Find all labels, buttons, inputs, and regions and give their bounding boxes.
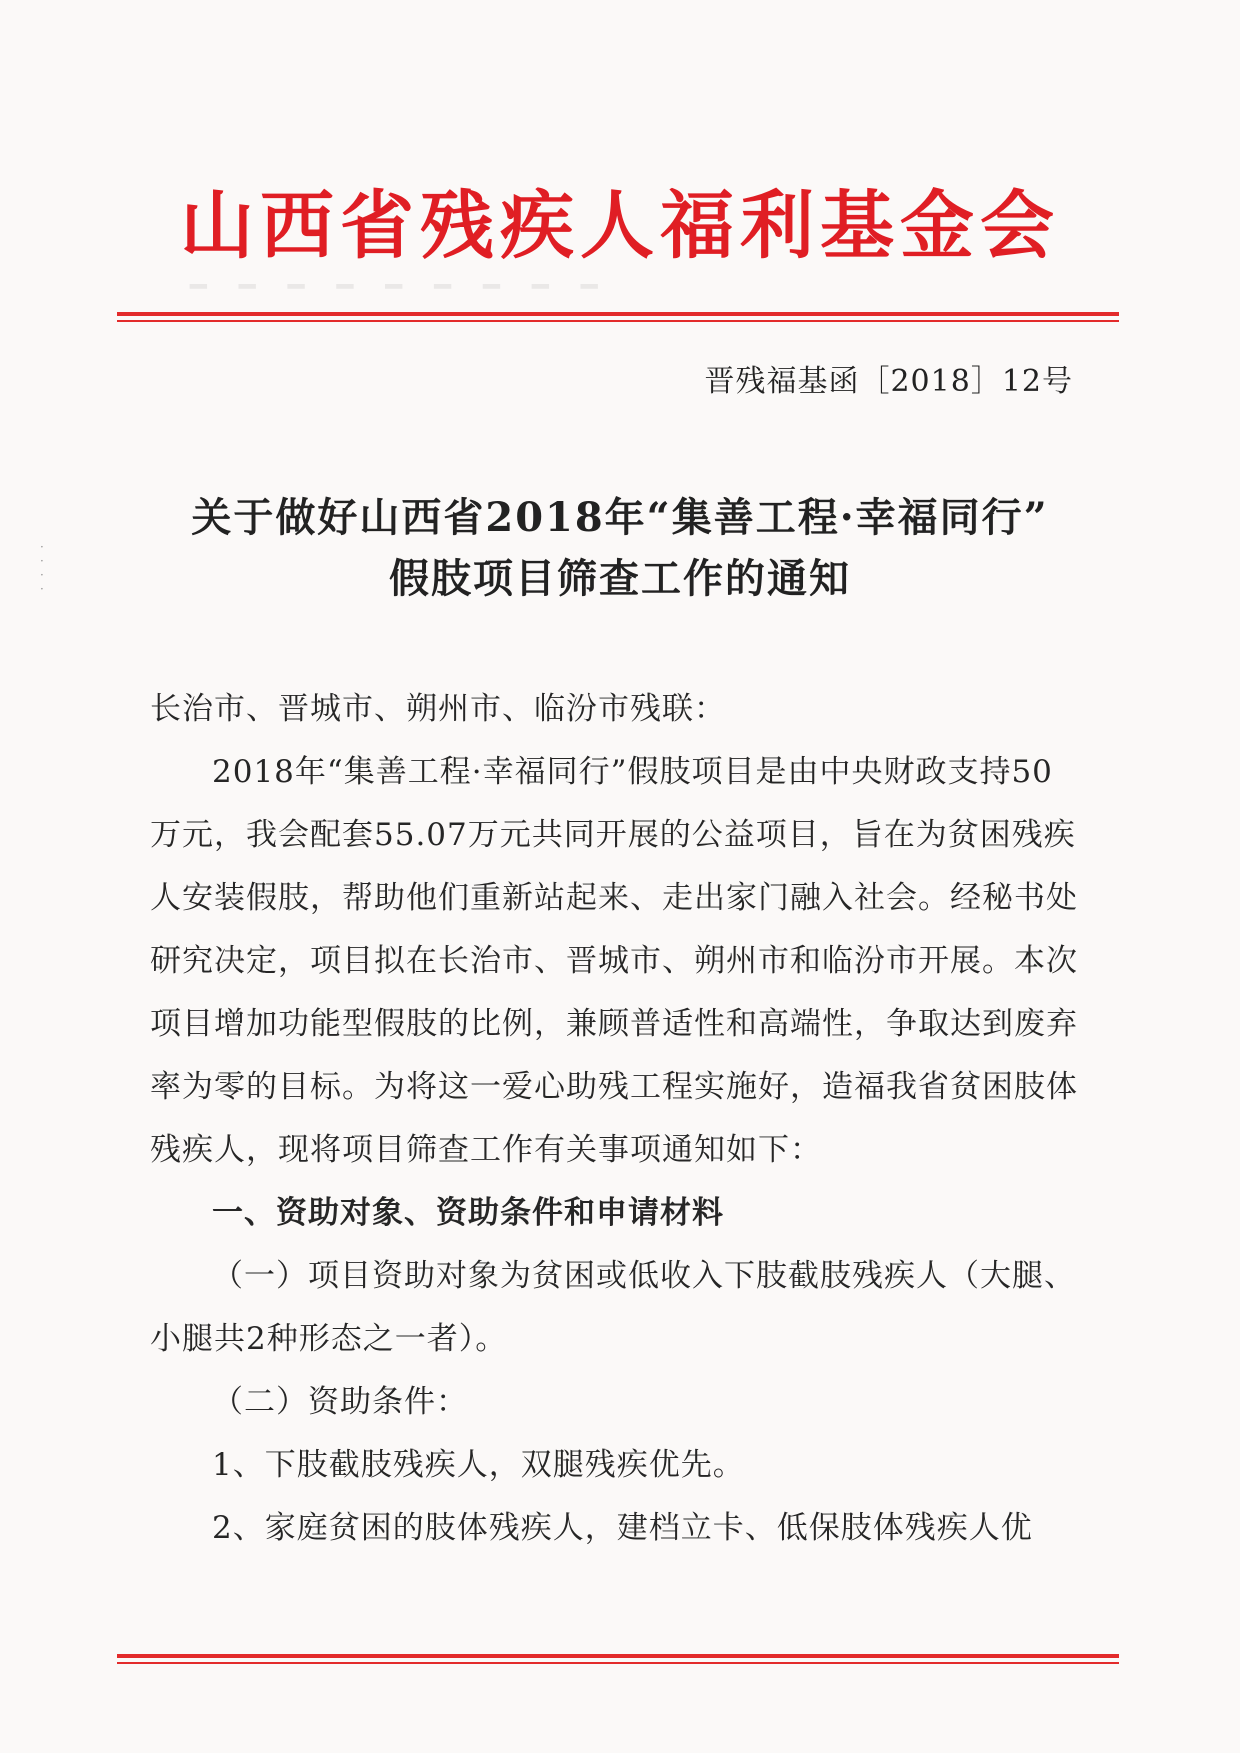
document-body: [150, 678, 1080, 1560]
body-paragraph: 2018年“集善工程·幸福同行”假肢项目是由中央财政支持50万元，我会配套55.07万元共同开展的公益项目，旨在为贫困残疾人安装假肢，帮助他们重新站起来、走出家门融入社会。经秘书处研究决定，项目拟在长治市、晋城市、朔州市和临汾市开展。本次项目增加功能型假肢的比例，兼顾普适性和高端性，争取达到废弃率为零的目标。为将这一爱心助残工程实施好，造福我省贫困肢体残疾人，现将项目筛查工作有关事项通知如下：: [150, 754, 1078, 1168]
notice-title-line2: 假肢项目筛查工作的通知: [389, 555, 851, 602]
binding-marks: · · · ·: [40, 540, 44, 596]
list-item: （一）项目资助对象为贫困或低收入下肢截肢残疾人（大腿、小腿共2种形态之一者）。: [150, 1258, 1076, 1357]
list-item: 1、下肢截肢残疾人，双腿残疾优先。: [212, 1447, 745, 1483]
bleed-through-text: ━ ━ ━ ━ ━ ━ ━ ━ ━: [190, 270, 600, 303]
notice-title-line1: 关于做好山西省2018年“集善工程·幸福同行”: [191, 494, 1049, 541]
document-number: 晋残福基函［2018］12号: [704, 364, 1073, 399]
organization-masthead: 山西省残疾人福利基金会: [180, 183, 1060, 269]
addressee: 长治市、晋城市、朔州市、临汾市残联：: [150, 691, 726, 727]
section-heading: 一、资助对象、资助条件和申请材料: [212, 1195, 724, 1231]
header-double-rule: [117, 312, 1119, 322]
list-item: （二）资助条件：: [212, 1384, 468, 1420]
list-item: 2、家庭贫困的肢体残疾人，建档立卡、低保肢体残疾人优: [212, 1510, 1033, 1546]
footer-double-rule: [117, 1654, 1119, 1664]
